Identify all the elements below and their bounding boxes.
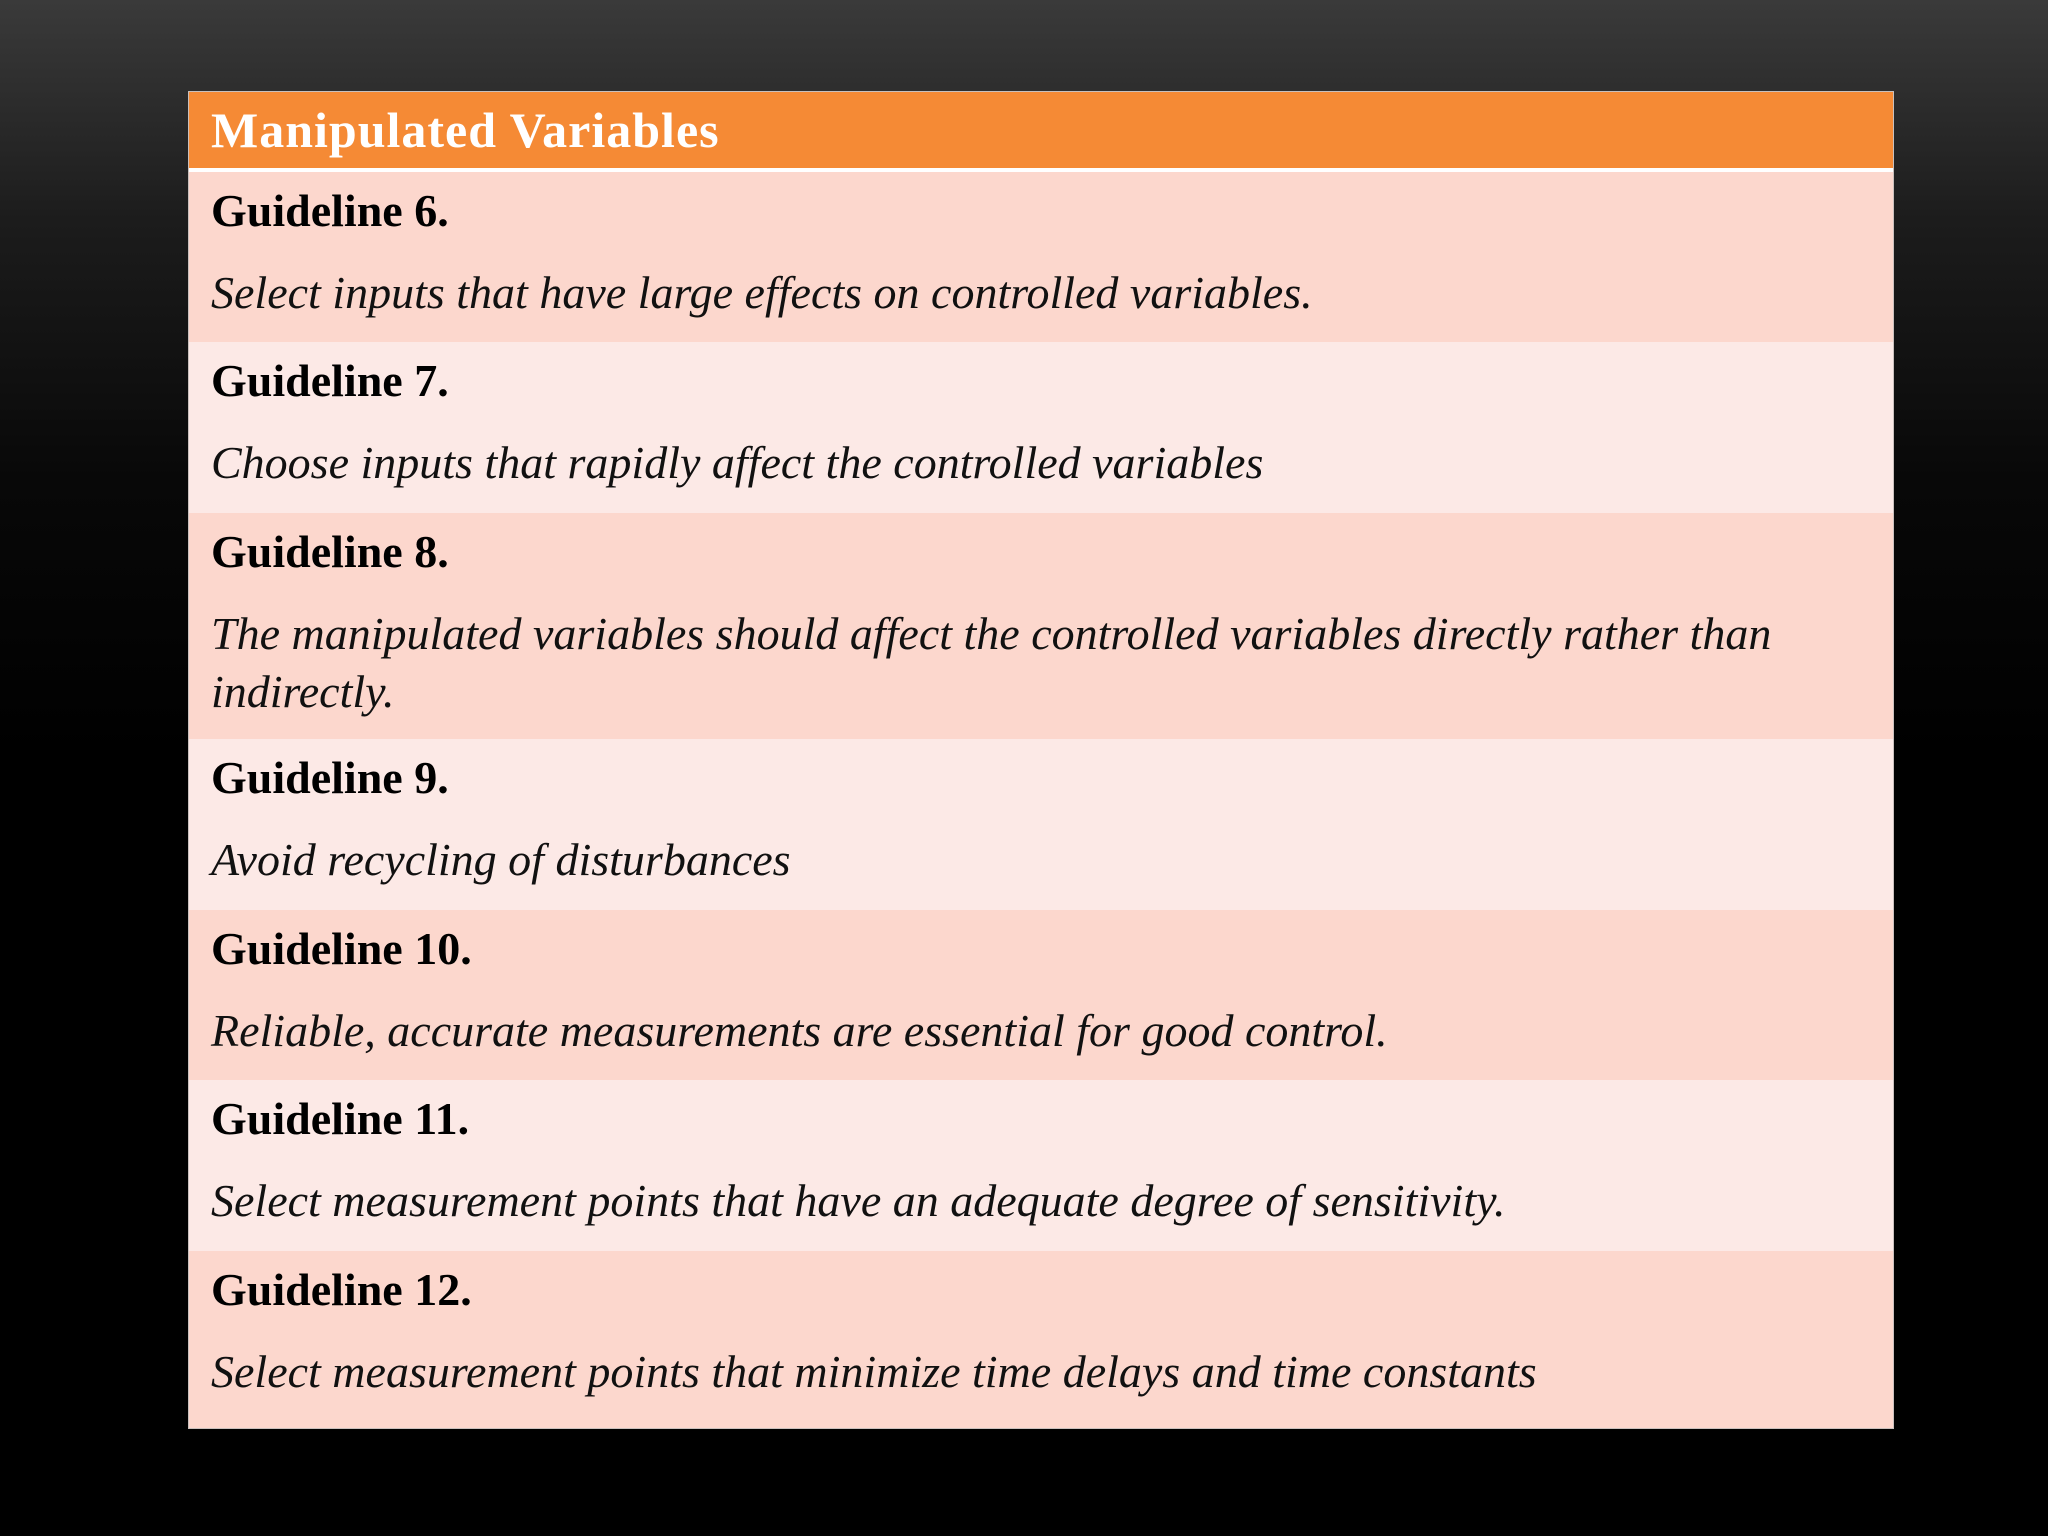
table-header [189, 92, 1893, 172]
guideline-text: Avoid recycling of disturbances [211, 834, 791, 885]
table-row [189, 172, 1893, 342]
table-row [189, 910, 1893, 1080]
table-row [189, 342, 1893, 513]
guideline-heading: Guideline 12. [211, 1264, 472, 1315]
table-row [189, 1251, 1893, 1428]
guideline-heading: Guideline 7. [211, 355, 449, 406]
table-row [189, 513, 1893, 739]
table-row [189, 1080, 1893, 1251]
guideline-heading: Guideline 10. [211, 923, 472, 974]
guideline-heading: Guideline 9. [211, 752, 449, 803]
guideline-heading: Guideline 8. [211, 526, 449, 577]
table-title: Manipulated Variables [211, 102, 720, 158]
guideline-text: Select inputs that have large effects on controlled variables. [211, 267, 1313, 318]
guideline-text: The manipulated variables should affect the controlled variables directly rather than indirectly. [211, 608, 1772, 717]
guideline-text: Choose inputs that rapidly affect the controlled variables [211, 437, 1264, 488]
guideline-heading: Guideline 11. [211, 1093, 470, 1144]
guideline-text: Select measurement points that minimize time delays and time constants [211, 1346, 1537, 1397]
table-row [189, 739, 1893, 910]
guideline-text: Reliable, accurate measurements are essential for good control. [211, 1005, 1388, 1056]
guideline-heading: Guideline 6. [211, 185, 449, 236]
guidelines-table [188, 91, 1894, 1429]
guideline-text: Select measurement points that have an adequate degree of sensitivity. [211, 1175, 1506, 1226]
